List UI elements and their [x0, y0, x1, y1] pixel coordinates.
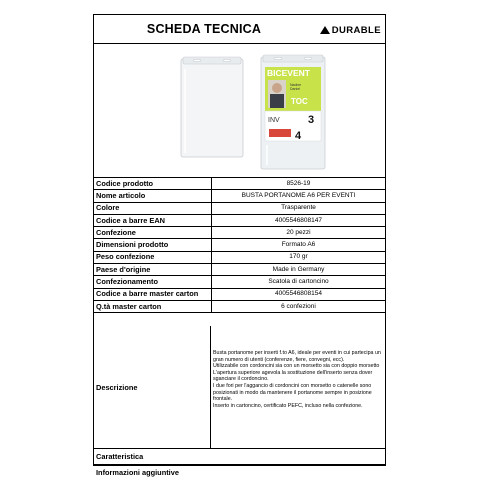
table-row — [94, 300, 385, 312]
empty-badge-holder — [181, 57, 243, 157]
description-line: sganciare il cordoncino. — [213, 376, 269, 383]
sheet-title: SCHEDA TECNICA — [146, 22, 262, 36]
description-text — [213, 350, 381, 409]
spec-label: Codice prodotto — [94, 178, 212, 190]
spec-value: 170 gr — [212, 251, 386, 263]
spec-value: Trasparente — [212, 202, 386, 214]
spec-value: BUSTA PORTANOME A6 PER EVENTI — [212, 190, 386, 202]
spec-label: Q.tà master carton — [94, 300, 212, 312]
badge-code: TOC — [291, 97, 308, 106]
logo-triangle-icon — [320, 26, 330, 34]
table-row — [94, 239, 385, 251]
spec-value: Scatola di cartoncino — [212, 276, 386, 288]
badge-name-line1: Nadine — [290, 83, 302, 87]
spec-value: 4005546808147 — [212, 214, 386, 226]
description-line: I due fori per l'aggancio di cordoncini con morsetto o catenelle sono — [213, 382, 372, 389]
spec-value: 4005546808154 — [212, 288, 386, 300]
spec-label: Confezione — [94, 227, 212, 239]
table-row — [94, 202, 385, 214]
table-row — [94, 276, 385, 288]
table-row — [94, 214, 385, 226]
filled-badge-holder — [261, 55, 325, 169]
product-image-area — [94, 44, 385, 178]
table-row — [94, 251, 385, 263]
specs-table — [94, 178, 385, 313]
description-line: Inserto in cartoncino, certificato PEFC, incluso nella confezione. — [213, 402, 363, 409]
description-label: Descrizione — [94, 326, 211, 448]
spec-value: Formato A6 — [212, 239, 386, 251]
logo-text: DURABLE — [331, 24, 381, 36]
description-line: L'apertura superiore agevola la sostituzione dell'inserto senza dover — [213, 369, 373, 376]
spec-label: Codice a barre master carton — [94, 288, 212, 300]
badge-name-line2: Daniel — [290, 87, 300, 91]
spec-label: Confezionamento — [94, 276, 212, 288]
table-row — [94, 264, 385, 276]
badge-number-2: 4 — [295, 130, 302, 142]
description-line: posizionati in modo da mantenere il portanome sempre in posizione — [213, 389, 372, 396]
informazioni-row — [94, 465, 385, 481]
badge-top-text: BICEVENT — [267, 68, 310, 78]
table-row — [94, 288, 385, 300]
brand-logo — [320, 22, 381, 38]
spec-value: Made in Germany — [212, 264, 386, 276]
description-line: Busta portanome per inserti f.to A6, ideale per eventi in cui partecipa un — [213, 350, 381, 356]
spec-value: 8526-19 — [212, 178, 386, 190]
spec-label: Codice a barre EAN — [94, 214, 212, 226]
spec-label: Paese d'origine — [94, 264, 212, 276]
technical-sheet — [93, 14, 386, 477]
table-row — [94, 190, 385, 202]
description-line: Utilizzabile con cordoncini sia con un morsetto sia con doppio morsetto — [213, 363, 380, 370]
table-row — [94, 178, 385, 190]
description-row — [94, 326, 385, 449]
informazioni-label: Informazioni aggiuntive — [96, 468, 179, 477]
product-image — [179, 53, 329, 173]
caratteristica-label: Caratteristica — [96, 452, 144, 461]
table-row — [94, 227, 385, 239]
description-line: frontale. — [213, 396, 233, 403]
spec-label: Dimensioni prodotto — [94, 239, 212, 251]
spec-label: Peso confezione — [94, 251, 212, 263]
sheet-header — [94, 15, 385, 44]
badge-number: 3 — [308, 114, 315, 126]
caratteristica-row — [94, 449, 385, 465]
badge-label: INV — [268, 117, 280, 124]
description-line: gran numero di utenti (conferenze, fiere, convegni, ecc). — [213, 356, 345, 363]
spec-value: 6 confezioni — [212, 300, 386, 312]
spec-value: 20 pezzi — [212, 227, 386, 239]
spec-label: Nome articolo — [94, 190, 212, 202]
spec-label: Colore — [94, 202, 212, 214]
